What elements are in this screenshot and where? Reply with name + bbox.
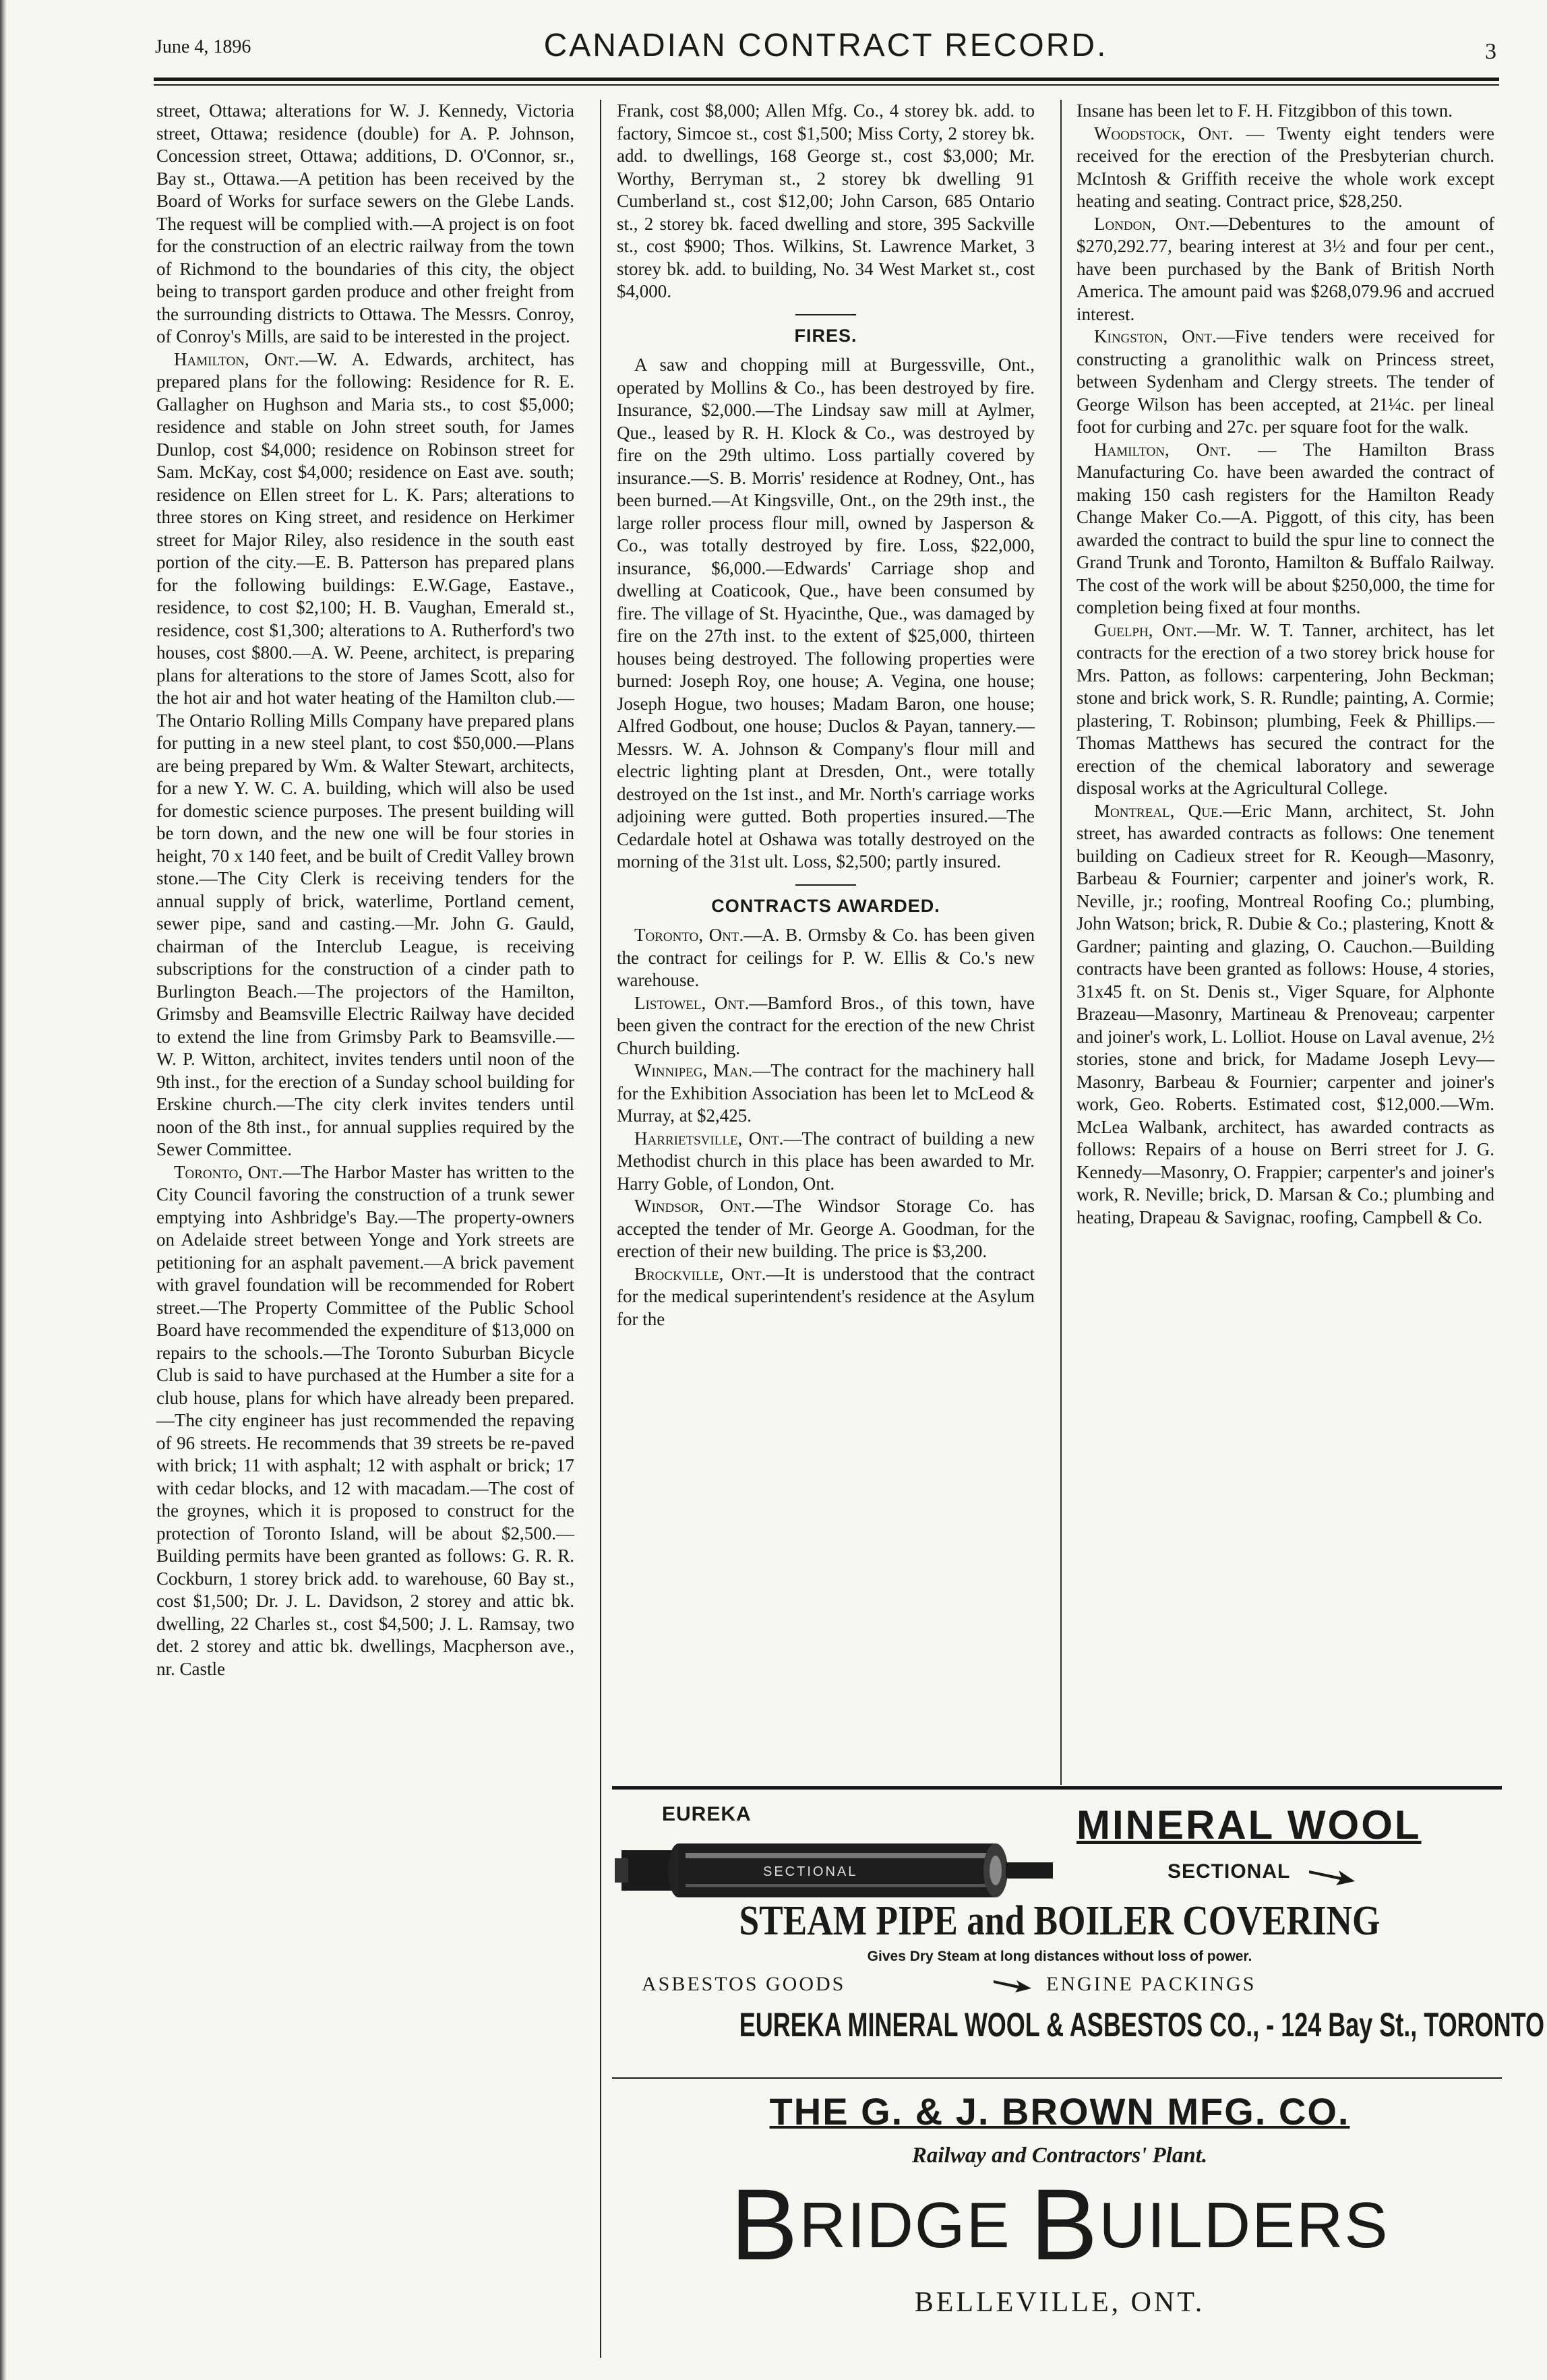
ad-location: BELLEVILLE, ONT.	[914, 2287, 1205, 2318]
paragraph	[1076, 123, 1494, 213]
page-number: 3	[1485, 39, 1496, 64]
paragraph	[1076, 213, 1494, 326]
ad-brand-label: EUREKA	[662, 1803, 752, 1825]
paragraph-text: —The Windsor Storage Co. has accepted the tender of Mr. George A. Goodman, for the erection of their new building. The price is $3,200.	[617, 1196, 1035, 1261]
paragraph-text: —Five tenders were received for constructing a granolithic walk on Princess street, between Sydenham and Clergy streets. The tender of George Wilson has been accepted, at 21¼c. per lineal foot for curbing and 27c. per square foot for the walk.	[1076, 326, 1494, 437]
paragraph	[1076, 326, 1494, 439]
paragraph-text: —The contract for the machinery hall for the Exhibition Association has been let to McLeod & Murray, at $2,425.	[617, 1060, 1035, 1126]
section-divider	[795, 314, 856, 315]
place-name: Montreal, Que.	[1094, 800, 1223, 821]
paragraph-text: — The Hamilton Brass Manufacturing Co. have been awarded the contract of making 150 cash registers for the Hamilton Ready Change Maker Co.—A. Piggott, of this city, has been awarded the contract to build the spur line to connect the Grand Trunk and Toronto, Hamilton & Buffalo Railway. The cost of the work will be about $250,000, the time for completion being fixed at four months.	[1076, 439, 1494, 617]
paragraph-text: —The contract of building a new Methodist church in this place has been awarded to Mr. Harry Goble, of London, Ont.	[617, 1128, 1035, 1194]
place-name: Brockville, Ont.	[634, 1263, 766, 1284]
initial-letter: B	[1030, 2168, 1099, 2281]
paragraph	[617, 992, 1035, 1060]
ad-bridge-builders	[615, 2168, 1505, 2281]
paragraph-text: —A. B. Ormsby & Co. has been given the contract for ceilings for P. W. Ellis & Co.'s new warehouse.	[617, 925, 1035, 990]
place-name: Woodstock, Ont.	[1094, 123, 1234, 144]
arrow-icon	[992, 1976, 1033, 1995]
place-name: Hamilton, Ont.	[174, 348, 299, 369]
paragraph: Frank, cost $8,000; Allen Mfg. Co., 4 storey bk. add. to factory, Simcoe st., cost $1,500; Miss Corty, 2 storey bk. add. to dwellings, 168 George st., cost $3,000; Mr. Worthy, Berryman st., 2 storey bk dwelling 91 Cumberland st., cost $12,00; John Carson, 685 Ontario st., 2 storey bk. faced dwelling and store, 395 Sackville st., cost $900; Thos. Wilkins, St. Lawrence Market, 3 storey bk. add. to building, No. 34 West Market st., cost $4,000.	[617, 100, 1035, 301]
paragraph	[1076, 439, 1494, 619]
paragraph	[1076, 800, 1494, 1229]
paragraph-text: —W. A. Edwards, architect, has prepared plans for the following: Residence for R. E. Gallagher on Hughson and Maria sts., to cost $5,000; residence and stable on John street south, for James Dunlop, cost $4,000; residence on Robinson street for Sam. McKay, cost $4,000; residence on East ave. south; residence on Ellen street for L. K. Pars; alterations to three stores on King street, and residence on Herkimer street for Major Riley, also residence in the south east portion of the city.—E. B. Patterson has prepared plans for the following buildings: E.W.Gage, Eastave., residence, to cost $2,100; H. B. Vaughan, Emerald st., residence, cost $1,300; alterations to A. Rutherford's two houses, cost $800.—A. W. Peene, architect, is preparing plans for alterations to the store of James Scott, also for the hot air and hot water heating of the Hamilton club.—The Ontario Rolling Mills Company have prepared plans for putting in a new steel plant, to cost $50,000.—Plans are being prepared by Wm. & Walter Stewart, architects, for a new Y. W. C. A. building, which will also be used for domestic science purposes. The present building will be torn down, and the new one will be four stories in height, 70 x 140 feet, and be built of Credit Valley brown stone.—The City Clerk is receiving tenders for the annual supply of brick, waterlime, Portland cement, sewer pipe, sand and casting.—Mr. John G. Gauld, chairman of the Interclub League, is receiving subscriptions for the construction of a cinder path to Burlington Beach.—The projectors of the Hamilton, Grimsby and Beamsville Electric Railway have decided to extend the line from Grimsby Park to Beamsville.—W. P. Witton, architect, invites tenders until noon of the 9th inst., for the erection of a Sunday school building for Erskine church.—The city clerk invites tenders until noon of the 8th inst., for annual supplies required by the Sewer Committee.	[156, 348, 574, 1159]
word-part: RIDGE	[799, 2189, 1031, 2261]
paragraph	[617, 1195, 1035, 1263]
ad-headline: THE G. & J. BROWN MFG. CO.	[769, 2090, 1350, 2133]
arrow-icon	[1309, 1861, 1356, 1888]
paragraph-text: —Mr. W. T. Tanner, architect, has let contracts for the erection of a two storey brick house for Mrs. Patton, as follows: carpentering, John Beckman; stone and brick work, S. R. Rundle; painting, A. Cormie; plastering, T. Robinson; plumbing, Feek & Phillips.—Thomas Matthews has secured the contract for the erection of the chemical laboratory and sewerage disposal works at the Agricultural College.	[1076, 619, 1495, 798]
place-name: Kingston, Ont.	[1094, 326, 1217, 346]
pipe-label: SECTIONAL	[763, 1864, 858, 1879]
ad-headline: MINERAL WOOL	[1076, 1802, 1422, 1848]
column-separator	[600, 100, 601, 2358]
paragraph	[617, 924, 1035, 992]
section-heading-contracts: CONTRACTS AWARDED.	[711, 895, 940, 916]
ad-rule	[612, 2077, 1502, 2079]
column-2	[617, 100, 1035, 1785]
header-rule	[154, 78, 1499, 81]
word-part: UILDERS	[1099, 2189, 1389, 2261]
header-title: CANADIAN CONTRACT RECORD.	[543, 28, 1108, 63]
header-date: June 4, 1896	[155, 36, 251, 57]
brown-mfg-advertisement	[615, 2089, 1505, 2359]
section-heading-fires: FIRES.	[794, 325, 857, 346]
paragraph	[1076, 619, 1494, 800]
place-name: Listowel, Ont.	[634, 992, 750, 1013]
paragraph-text: — Twenty eight tenders were received for the erection of the Presbyterian church. McIntosh & Griffith receive the whole work except heating and seating. Contract price, $28,250.	[1076, 123, 1495, 211]
place-name: London, Ont.	[1094, 213, 1211, 234]
column-3	[1076, 100, 1494, 1785]
ad-tagline: Railway and Contractors' Plant.	[911, 2143, 1208, 2168]
place-name: Toronto, Ont.	[174, 1161, 283, 1182]
eureka-advertisement	[615, 1796, 1544, 2066]
paragraph: street, Ottawa; alterations for W. J. Kennedy, Victoria street, Ottawa; residence (double) for A. P. Johnson, Concession street, Ottawa; additions, D. O'Connor, sr., Bay st., Ottawa.—A petition has been received by the Board of Works for surface sewers on the Glebe Lands. The request will be complied with.—A project is on foot for the construction of an electric railway from the town of Richmond to the boundaries of this city, the object being to transport garden produce and other freight from the surrounding districts to Ottawa. The Messrs. Conroy, of Conroy's Mills, are said to be interested in the project.	[156, 100, 574, 346]
section-divider	[795, 884, 856, 886]
initial-letter: B	[730, 2168, 799, 2281]
place-name: Hamilton, Ont.	[1094, 439, 1232, 460]
header-rule-thin	[154, 84, 1499, 86]
ad-product-packings: ENGINE PACKINGS	[1046, 1973, 1256, 1995]
place-name: Winnipeg, Man.	[634, 1060, 753, 1080]
paragraph: Insane has been let to F. H. Fitzgibbon of this town.	[1076, 100, 1453, 121]
paragraph	[617, 1263, 1035, 1331]
paragraph: A saw and chopping mill at Burgessville, Ont., operated by Mollins & Co., has been destroyed by fire. Insurance, $2,000.—The Lindsay saw mill at Aylmer, Que., leased by R. H. Klock & Co., was destroyed by fire on the 29th ultimo. Loss partially covered by insurance.—S. B. Morris' residence at Rodney, Ont., has been burned.—At Kingsville, Ont., on the 29th inst., the large roller process flour mill, owned by Jasperson & Co., was totally destroyed by fire. Loss, $22,000, insurance, $6,000.—Edwards' Carriage shop and dwelling at Coaticook, Que., have been consumed by fire. The village of St. Hyacinthe, Que., was damaged by fire on the 27th inst. to the extent of $25,000, thirteen houses being destroyed. The following properties were burned: Joseph Roy, one house; A. Vegina, one house; Joseph Hogue, two houses; Madam Baron, one house; Alfred Godbout, one house; Duclos & Payan, tannery.—Messrs. W. A. Johnson & Company's flour mill and electric lighting plant at Dresden, Ont., were totally destroyed on the 1st inst., and Mr. North's carriage works adjoining were gutted. Both properties insured.—The Cedardale hotel at Oshawa was totally destroyed on the morning of the 31st ult. Loss, $2,500; partly insured.	[617, 355, 1035, 872]
ad-tagline: Gives Dry Steam at long distances without loss of power.	[867, 1949, 1252, 1964]
ad-rule	[612, 1786, 1502, 1790]
page-header	[155, 27, 1496, 74]
paragraph	[617, 1060, 1035, 1128]
paragraph-text: —It is understood that the contract for the medical superintendent's residence at the Asylum for the	[617, 1263, 1035, 1329]
place-name: Harrietsville, Ont.	[634, 1128, 784, 1149]
place-name: Windsor, Ont.	[634, 1196, 756, 1216]
paragraph	[617, 1128, 1035, 1196]
paragraph	[156, 348, 574, 1161]
ad-product-line: STEAM PIPE and BOILER COVERING	[739, 1898, 1381, 1944]
paragraph-text: —Bamford Bros., of this town, have been given the contract for the erection of the new Christ Church building.	[617, 992, 1035, 1058]
place-name: Guelph, Ont.	[1094, 619, 1197, 640]
ad-product-asbestos: ASBESTOS GOODS	[642, 1973, 846, 1995]
paragraph-text: —Eric Mann, architect, St. John street, has awarded contracts as follows: One tenement building on Cadieux street for R. Keough—Masonry, Barbeau & Fournier; carpenter and joiner's work, R. Neville, jr.; roofing, Montreal Roofing Co.; plumbing, John Watson; brick, R. Dubie & Co.; plastering, Knott & Gardner; painting and glazing, O. Cauchon.—Building contracts have been granted as follows: House, 4 stories, 31x45 ft. on St. Denis st., Viger Square, for Alphonte Brazeau—Masonry, Martineau & Prenoveau; carpenter and joiner's work, L. Lolliot. House on Laval avenue, 2½ stories, stone and brick, for Madame Joseph Levy—Masonry, Barbeau & Fournier; carpenter and joiner's work, Geo. Roberts. Estimated cost, $12,000.—Wm. McLea Walbank, architect, has awarded contracts as follows: Repairs of a house on Berri street for J. G. Kennedy—Masonry, O. Frappier; carpenter's and joiner's work, R. Neville; brick, D. Marsan & Co.; plumbing and heating, Drapeau & Savignac, roofing, Campbell & Co.	[1076, 800, 1494, 1227]
ad-subheadline: SECTIONAL	[1167, 1860, 1291, 1883]
scan-edge	[0, 0, 7, 2380]
column-1	[156, 100, 574, 2358]
paragraph-text: —Debentures to the amount of $270,292.77, bearing interest at 3½ and four per cent., have been purchased by the Bank of British North America. The amount paid was $268,079.96 and accrued interest.	[1076, 213, 1494, 324]
column-separator	[1060, 100, 1062, 1785]
ad-company-address: EUREKA MINERAL WOOL & ASBESTOS CO., - 124 Bay St., TORONTO	[739, 2006, 1544, 2044]
place-name: Toronto, Ont.	[634, 925, 744, 945]
paragraph	[156, 1161, 574, 1681]
paragraph-text: —The Harbor Master has written to the City Council favoring the construction of a trunk sewer emptying into Ashbridge's Bay.—The property-owners on Adelaide street between Yonge and York streets are petitioning for an asphalt pavement.—A brick pavement with gravel foundation will be recommended for Robert street.—The Property Committee of the Public School Board have recommended the expenditure of $13,000 on repairs to the schools.—The Toronto Suburban Bicycle Club is said to have purchased at the Humber a site for a club house, plans for which have already been prepared.—The city engineer has just recommended the repaving of 96 streets. He recommends that 39 streets be re-paved with brick; 11 with asphalt; 12 with asphalt or brick; 17 with cedar blocks, and 12 with macadam.—The cost of the groynes, which it is proposed to construct for the protection of Toronto Island, will be about $2,500.—Building permits have been granted as follows: G. R. R. Cockburn, 1 storey brick add. to warehouse, 60 Bay st., cost $1,500; Dr. J. L. Davidson, 2 storey and attic bk. dwelling, 22 Charles st., cost $4,500; J. L. Ramsay, two det. 2 storey and attic bk. dwellings, Macpherson ave., nr. Castle	[156, 1161, 574, 1679]
